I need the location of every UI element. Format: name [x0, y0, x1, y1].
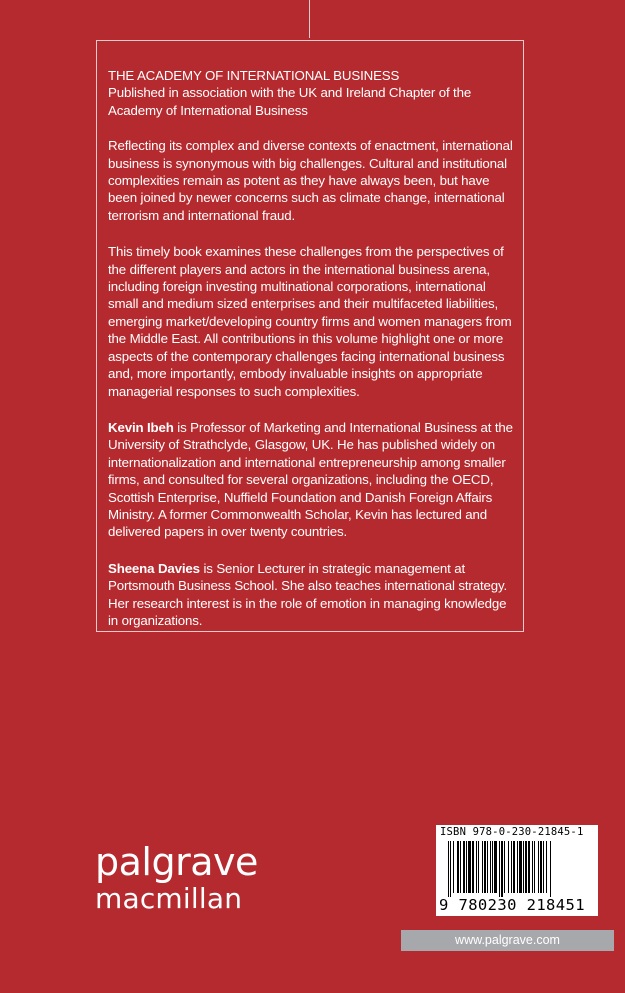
barcode-bar	[508, 841, 509, 893]
series-heading	[108, 67, 513, 119]
barcode-bar	[487, 841, 488, 893]
author-bio-text-1: is Professor of Marketing and International Business at the University of Strathclyde, Glasgow, UK. He has published widely on internationalization and international entrepreneurship among smaller firms, and consulted for several organizations, including the OECD, Scottish Enterprise, Nuffield Foundation and Danish Foreign Affairs Ministry. A former Commonwealth Scholar, Kevin has lectured and delivered papers in over twenty countries.	[108, 419, 513, 540]
barcode-bar	[546, 841, 547, 893]
barcode-bar	[494, 841, 497, 893]
barcode-bar	[523, 841, 524, 893]
blurb-paragraph-2: This timely book examines these challenges from the perspectives of the different players and actors in the international business arena, including foreign investing multinational corporations, international small and medium sized enterprises and their multifaceted liabilities, emerging market/developing country firms and women managers from the Middle East. All contributions in this volume highlight one or more aspects of the contemporary challenges facing international business and, more importantly, embody invaluable insights on appropriate managerial responses to such complexities.	[108, 244, 512, 399]
barcode-bar	[472, 841, 474, 893]
isbn-barcode	[436, 825, 598, 916]
blurb-panel	[96, 40, 524, 632]
barcode-bar	[501, 841, 503, 897]
barcode-bar	[448, 841, 449, 897]
barcode-bar	[540, 841, 542, 893]
author-name-2: Sheena Davies	[108, 560, 200, 576]
barcode-bar	[511, 841, 512, 893]
barcode-bar	[499, 841, 500, 897]
barcode-bar	[463, 841, 465, 893]
author-bio-1	[108, 419, 513, 541]
barcode-bar	[484, 841, 486, 893]
publisher-logo	[95, 842, 258, 915]
barcode-bar	[513, 841, 515, 893]
barcode-bar	[525, 841, 527, 893]
barcode-bar	[538, 841, 539, 893]
publisher-url[interactable]: www.palgrave.com	[401, 930, 614, 951]
logo-line-1: palgrave	[95, 840, 258, 884]
barcode-bar	[504, 841, 505, 893]
author-bio-2	[108, 560, 513, 630]
barcode-bar	[453, 841, 454, 893]
barcode-bar	[460, 841, 461, 893]
barcode-bar	[492, 841, 493, 893]
barcode-bar	[534, 841, 535, 893]
author-bio-text-2: is Senior Lecturer in strategic management at Portsmouth Business School. She also teaches international strategy. Her research interest is in the role of emotion in managing knowledge in organizations.	[108, 560, 508, 628]
barcode-bar	[543, 841, 544, 893]
blurb-paragraph-1: Reflecting its complex and diverse contexts of enactment, international business is synonymous with big challenges. Cultural and institutional complexities remain as potent as they have always been, but have been joined by newer concerns such as climate change, international terrorism and international fraud.	[108, 138, 513, 223]
barcode-bar	[528, 841, 530, 893]
logo-line-2: macmillan	[95, 882, 243, 915]
association-note: Published in association with the UK and Ireland Chapter of the Academy of International Business	[108, 85, 472, 118]
author-name-1: Kevin Ibeh	[108, 419, 174, 435]
isbn-digits: 9 780230 218451	[439, 896, 585, 914]
barcode-bar	[532, 841, 533, 893]
barcode-bar	[482, 841, 483, 893]
barcode-bar	[517, 841, 518, 893]
isbn-label: ISBN 978-0-230-21845-1	[440, 826, 584, 838]
barcode-bar	[457, 841, 459, 893]
barcode-bar	[478, 841, 479, 893]
barcode-bar	[519, 841, 522, 893]
barcode-bar	[466, 841, 467, 893]
series-title: THE ACADEMY OF INTERNATIONAL BUSINESS	[108, 68, 400, 83]
barcode-bars	[448, 841, 588, 897]
barcode-bar	[490, 841, 491, 893]
barcode-bar	[468, 841, 471, 893]
barcode-bar	[450, 841, 451, 897]
barcode-bar	[476, 841, 477, 893]
spine-divider	[309, 0, 310, 38]
barcode-bar	[550, 841, 551, 897]
